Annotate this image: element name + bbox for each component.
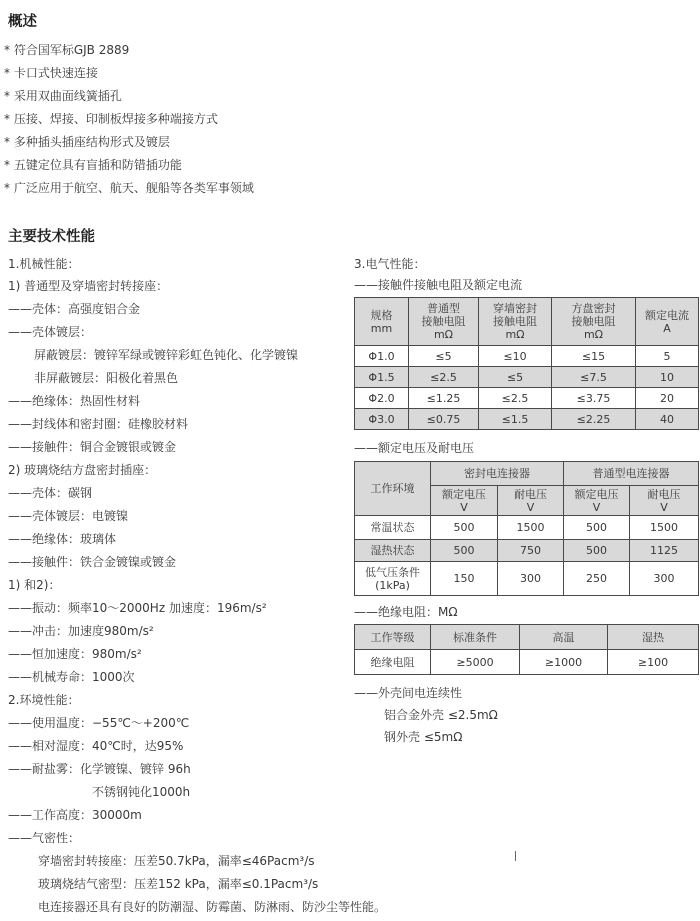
list-item: [4, 41, 129, 58]
table-row: [355, 388, 699, 409]
voltage-table: [354, 461, 699, 596]
bullet-text: 采用双曲面线簧插孔: [13, 89, 122, 103]
header-cell: 工作环境: [355, 462, 431, 516]
overview-title: 概述: [8, 14, 37, 30]
spec-line: ——耐盐雾：化学镀镍、镀锌 96h: [8, 762, 191, 776]
table-cell: ≤2.5: [409, 367, 479, 388]
table-row: [355, 516, 699, 540]
table-cell: 300: [498, 562, 564, 596]
header-cell: 湿热: [608, 625, 699, 650]
table-row: [355, 650, 699, 675]
table-cell: ≥5000: [431, 650, 520, 675]
table-cell: 湿热状态: [355, 540, 431, 562]
env-title: 2.环境性能：: [8, 693, 80, 707]
bullet-text: 压接、焊接、印制板焊接多种端接方式: [13, 112, 218, 126]
spec-line: ——恒加速度：980m/s²: [8, 647, 142, 661]
table-cell: 300: [630, 562, 699, 596]
spec-line: ——振动：频率10～2000Hz 加速度：196m/s²: [8, 601, 267, 615]
table-cell: Φ3.0: [355, 409, 409, 430]
spec-line: 屏蔽镀层：镀锌军绿或镀锌彩虹色钝化、化学镀镍: [34, 348, 299, 362]
spec-line: ——冲击：加速度980m/s²: [8, 624, 154, 638]
header-cell: 普通型电连接器: [564, 462, 699, 486]
bullet-text: 卡口式快速连接: [13, 66, 98, 80]
table-cell: ≤1.25: [409, 388, 479, 409]
table-cell: ≥1000: [520, 650, 608, 675]
table-cell: 750: [498, 540, 564, 562]
header-cell: 工作等级: [355, 625, 431, 650]
table-cell: ≤2.25: [552, 409, 636, 430]
spec-line: ——使用温度：−55℃～+200℃: [8, 716, 190, 730]
table-cell: 常温状态: [355, 516, 431, 540]
spec-line: ——封线体和密封圈：硅橡胶材料: [8, 417, 189, 431]
spec-line: ——相对湿度：40℃时，达95%: [8, 739, 184, 753]
spec-line: ——壳体镀层：: [8, 325, 93, 339]
contact-table: [354, 297, 699, 430]
bullet-text: 符合国军标GJB 2889: [13, 43, 130, 57]
list-item: [4, 179, 254, 196]
spec-line: 1) 普通型及穿墙密封转接座：: [8, 279, 169, 293]
spec-line: 2) 玻璃烧结方盘密封插座：: [8, 463, 157, 477]
shell-line: 钢外壳 ≤5mΩ: [384, 730, 463, 744]
contact-title: ——接触件接触电阻及额定电流: [354, 278, 523, 292]
spec-line: ——工作高度：30000m: [8, 808, 142, 822]
spec-line: 不锈钢钝化1000h: [92, 785, 191, 799]
bullet-mark: *: [4, 158, 10, 172]
list-item: [4, 110, 218, 127]
header-cell: 密封电连接器: [431, 462, 564, 486]
header-cell: 普通型 接触电阻 mΩ: [409, 298, 479, 346]
table-cell: 绝缘电阻: [355, 650, 431, 675]
bullet-mark: *: [4, 66, 10, 80]
table-cell: ≤1.5: [479, 409, 552, 430]
list-item: [4, 156, 182, 173]
table-cell: ≤5: [409, 346, 479, 367]
bullet-mark: *: [4, 135, 10, 149]
mech-title: 1.机械性能：: [8, 257, 80, 271]
table-cell: 500: [564, 540, 630, 562]
bullet-text: 多种插头插座结构形式及镀层: [13, 135, 170, 149]
table-cell: 500: [431, 540, 498, 562]
list-item: [4, 64, 98, 81]
header-cell: 额定电压 V: [564, 486, 630, 516]
table-cell: 5: [636, 346, 699, 367]
table-cell: ≤15: [552, 346, 636, 367]
table-row: [355, 562, 699, 596]
bullet-mark: *: [4, 89, 10, 103]
spec-line: ——机械寿命：1000次: [8, 670, 135, 684]
spec-line: 1) 和2)：: [8, 578, 61, 592]
table-cell: ≤7.5: [552, 367, 636, 388]
header-cell: 耐电压 V: [630, 486, 699, 516]
header-cell: 穿墙密封 接触电阻 mΩ: [479, 298, 552, 346]
spec-line: ——壳体镀层：电镀镍: [8, 509, 129, 523]
spec-line: 电连接器还具有良好的防潮湿、防霉菌、防淋雨、防沙尘等性能。: [38, 900, 387, 914]
table-cell: Φ1.0: [355, 346, 409, 367]
voltage-title: ——额定电压及耐电压: [354, 441, 475, 455]
header-cell: 方盘密封 接触电阻 mΩ: [552, 298, 636, 346]
spec-line: ——接触件：铜合金镀银或镀金: [8, 440, 177, 454]
table-cell: 150: [431, 562, 498, 596]
insulation-title: ——绝缘电阻：MΩ: [354, 605, 458, 619]
shell-title: ——外壳间电连续性: [354, 686, 463, 700]
spec-line: ——绝缘体：玻璃体: [8, 532, 117, 546]
table-cell: 10: [636, 367, 699, 388]
bullet-mark: *: [4, 181, 10, 195]
table-cell: 500: [431, 516, 498, 540]
table-cell: Φ2.0: [355, 388, 409, 409]
list-item: [4, 87, 122, 104]
spec-line: 非屏蔽镀层：阳极化着黑色: [34, 371, 179, 385]
table-cell: 1500: [498, 516, 564, 540]
table-row: [355, 346, 699, 367]
bullet-text: 五键定位具有盲插和防错插功能: [13, 158, 182, 172]
perf-title: 主要技术性能: [8, 229, 95, 245]
table-cell: Φ1.5: [355, 367, 409, 388]
table-cell: ≥100: [608, 650, 699, 675]
spec-line: ——绝缘体：热固性材料: [8, 394, 141, 408]
electrical-title: 3.电气性能：: [354, 257, 426, 271]
table-row: [355, 540, 699, 562]
header-cell: 额定电压 V: [431, 486, 498, 516]
bullet-mark: *: [4, 112, 10, 126]
spec-line: ——接触件：铁合金镀镍或镀金: [8, 555, 177, 569]
bullet-mark: *: [4, 43, 10, 57]
header-cell: 额定电流 A: [636, 298, 699, 346]
bullet-text: 广泛应用于航空、航天、舰船等各类军事领域: [13, 181, 254, 195]
table-cell: 低气压条件 (1kPa): [355, 562, 431, 596]
spec-line: 穿墙密封转接座：压差50.7kPa，漏率≤46Pacm³/s: [38, 854, 315, 868]
scan-mark: [515, 851, 516, 861]
table-cell: ≤10: [479, 346, 552, 367]
header-cell: 耐电压 V: [498, 486, 564, 516]
table-cell: ≤3.75: [552, 388, 636, 409]
table-row: [355, 367, 699, 388]
spec-line: ——壳体：碳钢: [8, 486, 93, 500]
table-row: [355, 409, 699, 430]
shell-line: 铝合金外壳 ≤2.5mΩ: [384, 708, 498, 722]
table-cell: ≤0.75: [409, 409, 479, 430]
header-cell: 标准条件: [431, 625, 520, 650]
table-cell: 1125: [630, 540, 699, 562]
spec-line: ——气密性：: [8, 831, 81, 845]
table-cell: 40: [636, 409, 699, 430]
table-cell: 250: [564, 562, 630, 596]
spec-line: ——壳体：高强度铝合金: [8, 302, 141, 316]
table-cell: 20: [636, 388, 699, 409]
list-item: [4, 133, 170, 150]
table-cell: ≤5: [479, 367, 552, 388]
table-cell: 500: [564, 516, 630, 540]
header-cell: 规格 mm: [355, 298, 409, 346]
table-cell: ≤2.5: [479, 388, 552, 409]
header-cell: 高温: [520, 625, 608, 650]
spec-line: 玻璃烧结气密型：压差152 kPa，漏率≤0.1Pacm³/s: [38, 877, 319, 891]
table-cell: 1500: [630, 516, 699, 540]
insulation-table: [354, 624, 699, 675]
